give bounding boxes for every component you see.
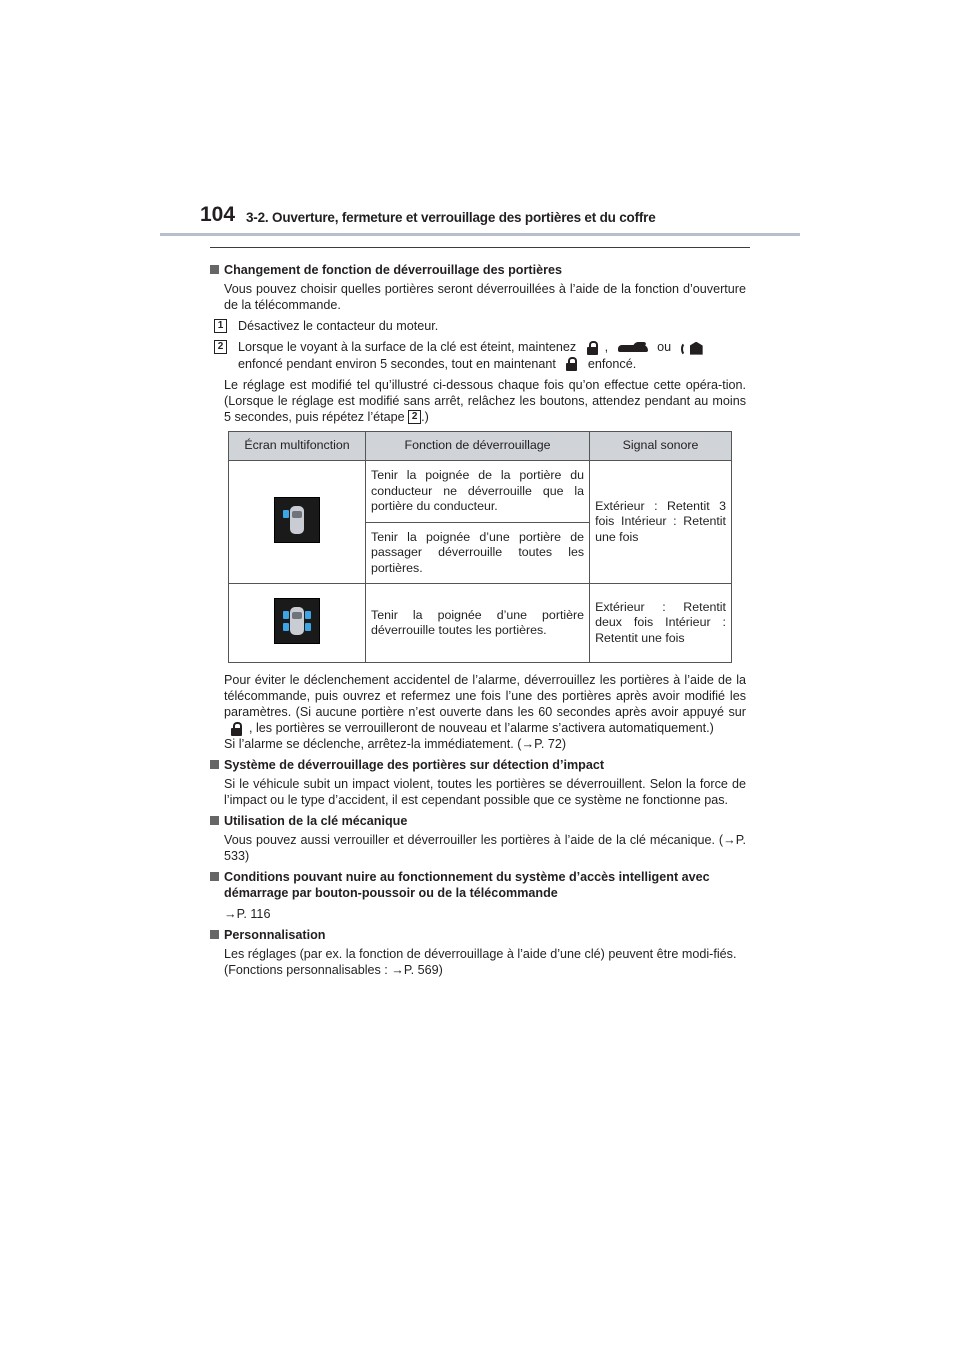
section-unlock-function (210, 258, 746, 425)
table-row (229, 461, 732, 523)
step-number: 2 (214, 340, 227, 354)
step-reference: 2 (408, 410, 421, 424)
step-2 (210, 339, 746, 372)
step-text: enfoncé pendant environ 5 secondes, tout en maintenant (238, 356, 556, 371)
unlock-icon (230, 722, 243, 736)
section-heading (210, 757, 746, 773)
section-text: →P. 116 (224, 907, 271, 921)
bullet-square-icon (210, 760, 219, 769)
alarm-stop-note: Si l’alarme se déclenche, arrêtez-la immédiatement. (→P. 72) (224, 737, 567, 751)
section-title: Personnalisation (224, 928, 326, 942)
bullet-square-icon (210, 872, 219, 881)
lock-icon (565, 357, 578, 371)
section-heading (210, 927, 746, 943)
unlock-icon (586, 341, 599, 355)
step-number: 1 (214, 319, 227, 333)
trunk-icon (618, 342, 648, 354)
table-cell: Tenir la poignée d’une portière déverrouille toutes les portières. (366, 584, 590, 663)
chapter-title: 3-2. Ouverture, fermeture et verrouillage des portières et du coffre (246, 210, 656, 225)
table-cell (229, 461, 366, 584)
table-cell: Tenir la poignée d’une portière de passager déverrouille toutes les portières. (366, 522, 590, 584)
note-end: .) (421, 409, 429, 424)
alarm-note-text: Pour éviter le déclenchement accidentel de l’alarme, déverrouillez les portières à l’aide de la télécommande, puis ouvrez et refermez une fois l’une des portières après avoir modifié les paramètres. (Si aucune portière n’est ouverte dans les 60 secondes après avoir appuyé sur (224, 673, 746, 719)
table-cell (229, 584, 366, 663)
section-text: (Fonctions personnalisables : →P. 569) (224, 963, 443, 977)
section-title: Conditions pouvant nuire au fonctionnement du système d’accès intelligent avec démarrage par bouton-poussoir ou de la télécommande (224, 870, 710, 900)
alarm-note-text: , les portières se verrouilleront de nouveau et l’alarme s’activera automatiquement.) (249, 721, 714, 735)
header-rule (160, 233, 800, 236)
step-1 (210, 318, 746, 334)
section-heading (210, 869, 746, 901)
door-display-icon (274, 598, 320, 644)
separator-text: , (604, 340, 609, 354)
step-text: Désactivez le contacteur du moteur. (238, 319, 439, 333)
section-title: Système de déverrouillage des portières sur détection d’impact (224, 758, 605, 772)
step-text: enfoncé. (587, 356, 637, 371)
bullet-square-icon (210, 816, 219, 825)
section-title: Changement de fonction de déverrouillage des portières (224, 263, 563, 277)
bullet-square-icon (210, 930, 219, 939)
panic-icon (681, 340, 709, 356)
table-row (229, 584, 732, 663)
table-header-row (229, 432, 732, 461)
lower-content (210, 669, 746, 978)
bullet-square-icon (210, 265, 219, 274)
step-text: Lorsque le voyant à la surface de la clé est éteint, maintenez (238, 340, 577, 354)
section-title: Utilisation de la clé mécanique (224, 814, 408, 828)
section-text: Les réglages (par ex. la fonction de déverrouillage à l’aide d’une clé) peuvent être modi-fiés. (224, 947, 737, 961)
alarm-note (210, 672, 746, 736)
table-header: Signal sonore (590, 432, 732, 461)
unlock-settings-table (228, 431, 732, 663)
table-header: Écran multifonction (229, 432, 366, 461)
section-text: Vous pouvez aussi verrouiller et déverrouiller les portières à l’aide de la clé mécanique. (→P. 533) (224, 833, 746, 863)
section-heading (210, 262, 746, 278)
section-heading (210, 813, 746, 829)
table-cell: Extérieur : Retentit 3 fois Intérieur : Retentit une fois (590, 461, 732, 584)
page-number: 104 (200, 203, 236, 226)
separator-text: ou (657, 340, 672, 354)
section-text: Si le véhicule subit un impact violent, toutes les portières se déverrouillent. Selon la force de l’impact ou le type d’accident, il est cependant possible que ce système ne fonctionne pas. (224, 777, 746, 807)
content-rule (210, 247, 750, 248)
table-header: Fonction de déverrouillage (366, 432, 590, 461)
table-cell: Extérieur : Retentit deux fois Intérieur : Retentit une fois (590, 584, 732, 663)
section-intro: Vous pouvez choisir quelles portières seront déverrouillées à l’aide de la fonction d’ouverture de la télécommande. (224, 282, 746, 312)
door-display-icon (274, 497, 320, 543)
note-body: Le réglage est modifié tel qu’illustré ci-dessous chaque fois qu’on effectue cette opéra-tion. (Lorsque le réglage est modifié sans arrêt, relâchez les boutons, attendez pendant au moins 5 secondes, puis répétez l’étape (224, 377, 746, 424)
note-text (210, 377, 746, 425)
table-cell: Tenir la poignée de la portière du conducteur ne déverrouille que la portière du conducteur. (366, 461, 590, 523)
